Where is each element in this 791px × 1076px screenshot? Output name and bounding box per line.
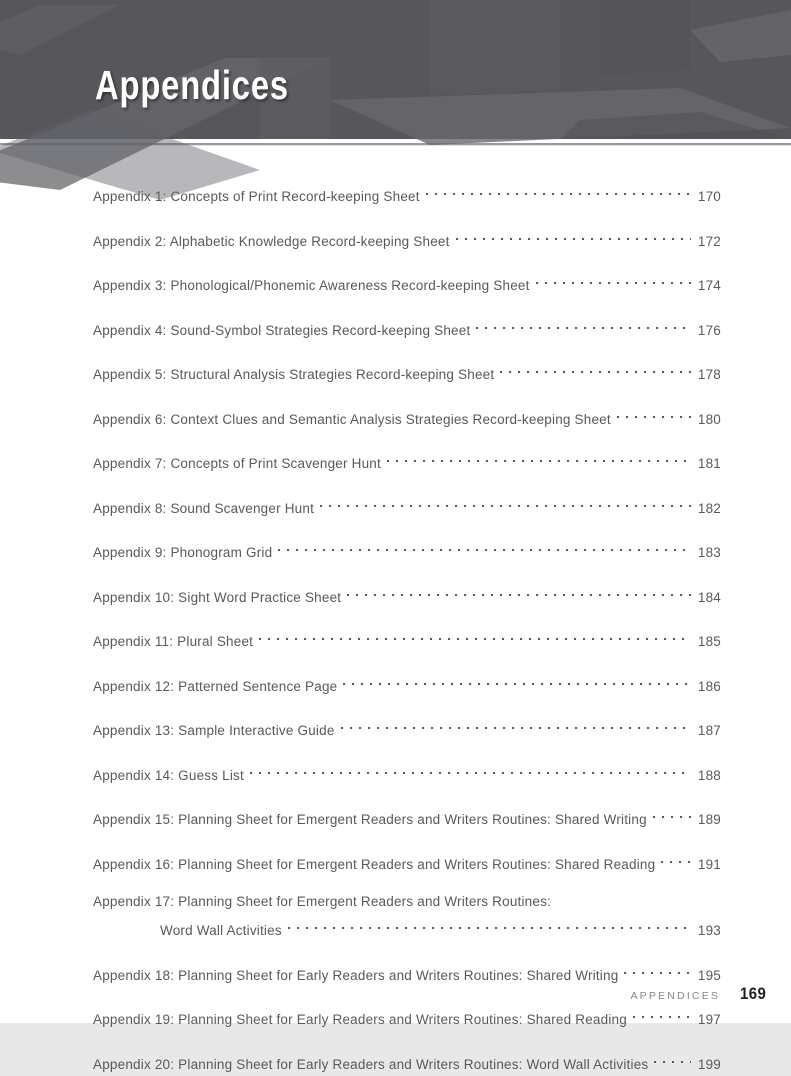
entry-label: Appendix 2: Alphabetic Knowledge Record-keeping Sheet — [93, 233, 450, 249]
entry-label: Appendix 9: Phonogram Grid — [93, 545, 273, 560]
dot-leader — [272, 535, 698, 557]
toc-entry-appendix-10 — [93, 580, 721, 609]
toc-entry-appendix-13 — [93, 713, 721, 742]
entry-page-number: 170 — [697, 189, 721, 204]
dot-leader — [530, 268, 698, 290]
dot-leader — [647, 802, 698, 824]
entry-label: Appendix 4: Sound-Symbol Strategies Record-keeping Sheet — [93, 322, 471, 338]
toc-entry-appendix-11 — [93, 624, 721, 653]
entry-label: Appendix 8: Sound Scavenger Hunt — [93, 500, 315, 516]
toc-entry-appendix-17 — [93, 891, 721, 942]
dot-leader — [450, 224, 698, 246]
dot-leader — [470, 313, 697, 335]
entry-label: Appendix 18: Planning Sheet for Early Readers and Writers Routines: Shared Writing — [93, 967, 619, 983]
dot-leader — [494, 357, 698, 379]
dot-leader — [611, 402, 698, 424]
toc-entry-appendix-12 — [93, 669, 721, 698]
dot-leader — [381, 446, 698, 468]
toc-entry-appendix-6 — [93, 402, 721, 431]
dot-leader — [341, 580, 698, 602]
toc-entry-appendix-18 — [93, 958, 721, 987]
toc-entry-appendix-4 — [93, 313, 721, 342]
dot-leader — [337, 669, 697, 691]
entry-page-number: 182 — [697, 500, 721, 516]
entry-label: Appendix 15: Planning Sheet for Emergent Readers and Writers Routines: Shared Writing — [93, 812, 647, 827]
entry-page-number: 186 — [697, 678, 721, 694]
toc-entry-appendix-16 — [93, 847, 721, 876]
entry-label: Appendix 14: Guess List — [93, 767, 244, 783]
entry-page-number: 178 — [697, 367, 721, 382]
entry-page-number: 199 — [697, 1056, 721, 1072]
dot-leader — [314, 491, 698, 513]
toc-entry-appendix-20 — [93, 1047, 721, 1076]
entry-page-number: 180 — [697, 411, 721, 427]
entry-label: Appendix 19: Planning Sheet for Early Readers and Writers Routines: Shared Reading — [93, 1012, 627, 1027]
entry-label: Appendix 12: Patterned Sentence Page — [93, 678, 338, 694]
entry-page-number: 172 — [697, 233, 721, 249]
toc-entry-appendix-8 — [93, 491, 721, 520]
entry-label: Appendix 16: Planning Sheet for Emergent Readers and Writers Routines: Shared Reading — [93, 856, 656, 872]
toc-entry-appendix-2 — [93, 224, 721, 253]
footer-page-number: 169 — [740, 984, 767, 1003]
toc-entry-appendix-15 — [93, 802, 721, 831]
entry-label-continuation: Word Wall Activities — [160, 923, 282, 938]
toc-entry-appendix-5 — [93, 357, 721, 386]
toc-entry-appendix-7 — [93, 446, 721, 475]
entry-page-number: 193 — [697, 923, 721, 938]
chapter-banner — [0, 0, 791, 139]
entry-page-number: 185 — [697, 634, 721, 649]
dot-leader — [648, 1047, 698, 1069]
dot-leader — [618, 958, 697, 980]
entry-label: Appendix 17: Planning Sheet for Emergent Readers and Writers Routines: — [93, 894, 552, 909]
page-title: Appendices — [95, 62, 289, 108]
entry-label: Appendix 11: Plural Sheet — [93, 634, 254, 649]
entry-page-number: 174 — [697, 278, 721, 293]
entry-page-number: 189 — [697, 812, 721, 827]
appendices-toc-list — [0, 145, 791, 1076]
entry-label: Appendix 6: Context Clues and Semantic Analysis Strategies Record-keeping Sheet — [93, 411, 611, 427]
dot-leader — [282, 913, 698, 935]
entry-label: Appendix 1: Concepts of Print Record-keeping Sheet — [93, 189, 420, 204]
dot-leader — [655, 847, 698, 869]
toc-entry-appendix-9 — [93, 535, 721, 564]
dot-leader — [420, 179, 698, 201]
entry-page-number: 176 — [697, 322, 721, 338]
entry-page-number: 181 — [697, 456, 721, 471]
entry-label: Appendix 5: Structural Analysis Strategies Record-keeping Sheet — [93, 367, 495, 382]
dot-leader — [244, 758, 698, 780]
toc-entry-appendix-3 — [93, 268, 721, 297]
page-footer — [630, 984, 770, 1004]
entry-page-number: 184 — [697, 589, 721, 605]
toc-entry-appendix-14 — [93, 758, 721, 787]
dot-leader — [627, 1002, 698, 1024]
entry-label: Appendix 7: Concepts of Print Scavenger Hunt — [93, 456, 381, 471]
dot-leader — [335, 713, 698, 735]
entry-label: Appendix 13: Sample Interactive Guide — [93, 723, 335, 738]
entry-page-number: 187 — [697, 723, 721, 738]
entry-label: Appendix 20: Planning Sheet for Early Readers and Writers Routines: Word Wall Activities — [93, 1056, 649, 1072]
entry-page-number: 195 — [697, 967, 721, 983]
entry-label: Appendix 10: Sight Word Practice Sheet — [93, 589, 342, 605]
entry-page-number: 191 — [697, 856, 721, 872]
entry-page-number: 183 — [697, 545, 721, 560]
entry-label: Appendix 3: Phonological/Phonemic Awareness Record-keeping Sheet — [93, 278, 530, 293]
entry-page-number: 188 — [697, 767, 721, 783]
entry-page-number: 197 — [697, 1012, 721, 1027]
dot-leader — [253, 624, 698, 646]
footer-section-label: APPENDICES — [630, 990, 721, 1002]
toc-entry-appendix-19 — [93, 1002, 721, 1031]
